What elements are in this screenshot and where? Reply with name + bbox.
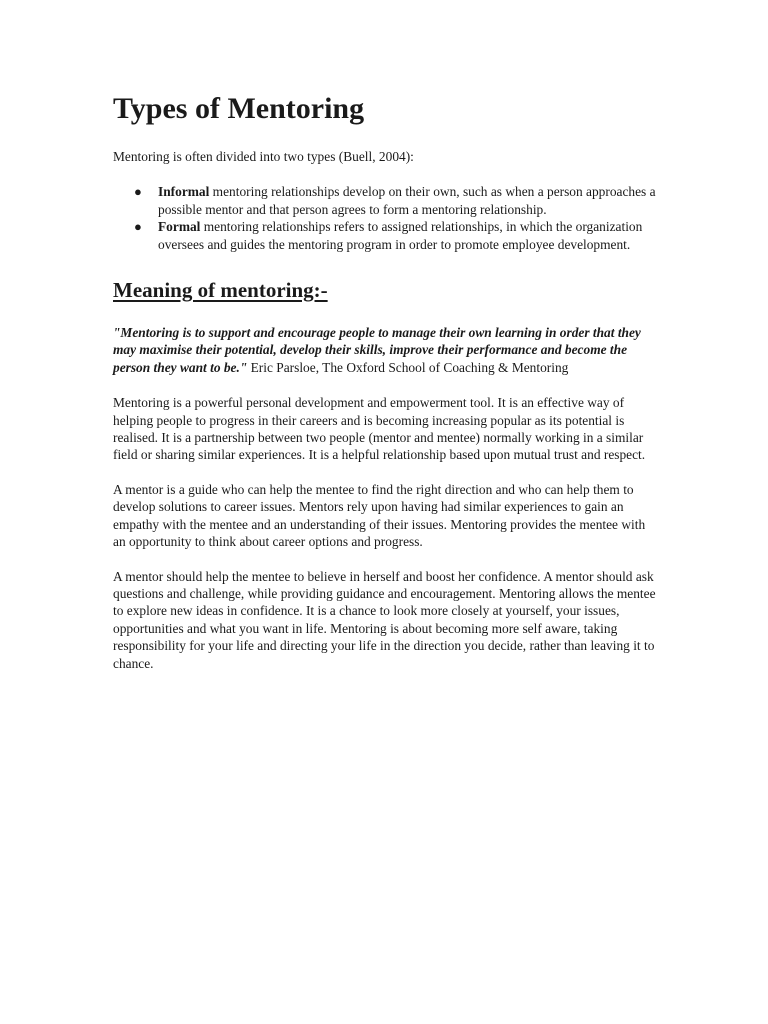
term-formal: Formal [158, 219, 201, 235]
intro-paragraph: Mentoring is often divided into two types (Buell, 2004): [113, 149, 414, 164]
term-informal: Informal [158, 184, 210, 200]
formal-description: mentoring relationships refers to assigned relationships, in which the organization oversees and guides the mentoring program in order to promote employee development. [158, 219, 643, 252]
bullet-icon: ● [134, 184, 142, 200]
body-paragraph-3: A mentor should help the mentee to believe in herself and boost her confidence. A mentor should ask questions and challenge, while providing guidance and encouragement. Mentoring allows the mentee to explore new ideas in confidence. It is a chance to look more closely at yourself, your issues, opportunities and what you want in life. Mentoring is about becoming more self aware, taking responsibility for your life and directing your life in the direction you decide, rather than leaving it to chance. [113, 568, 656, 671]
quote-paragraph [113, 324, 658, 376]
bullet-icon: ● [134, 219, 142, 235]
body-paragraph-2: A mentor is a guide who can help the mentee to find the right direction and who can help them to develop solutions to career issues. Mentors rely upon having had similar experiences to gain an empathy with the mentee and an understanding of their issues. Mentoring provides the mentee with an opportunity to think about career options and progress. [113, 481, 646, 550]
document-title: Types of Mentoring [113, 92, 365, 125]
list-item-informal [134, 183, 658, 218]
quote-attribution: Eric Parsloe, The Oxford School of Coaching & Mentoring [247, 359, 569, 375]
document-page [113, 92, 658, 689]
list-item-formal [134, 218, 658, 253]
quote-text: "Mentoring is to support and encourage people to manage their own learning in order that they may maximise their potential, develop their skills, improve their performance and become the person they want to be." [113, 325, 641, 375]
meaning-heading: Meaning of mentoring:- [113, 278, 328, 303]
mentoring-types-list [113, 183, 658, 253]
body-paragraph-1: Mentoring is a powerful personal development and empowerment tool. It is an effective way of helping people to progress in their careers and is becoming increasing popular as its potential is realised. It is a partnership between two people (mentor and mentee) normally working in a similar field or sharing similar experiences. It is a helpful relationship based upon mutual trust and respect. [113, 395, 646, 463]
informal-description: mentoring relationships develop on their own, such as when a person approaches a possible mentor and that person agrees to form a mentoring relationship. [158, 184, 656, 217]
